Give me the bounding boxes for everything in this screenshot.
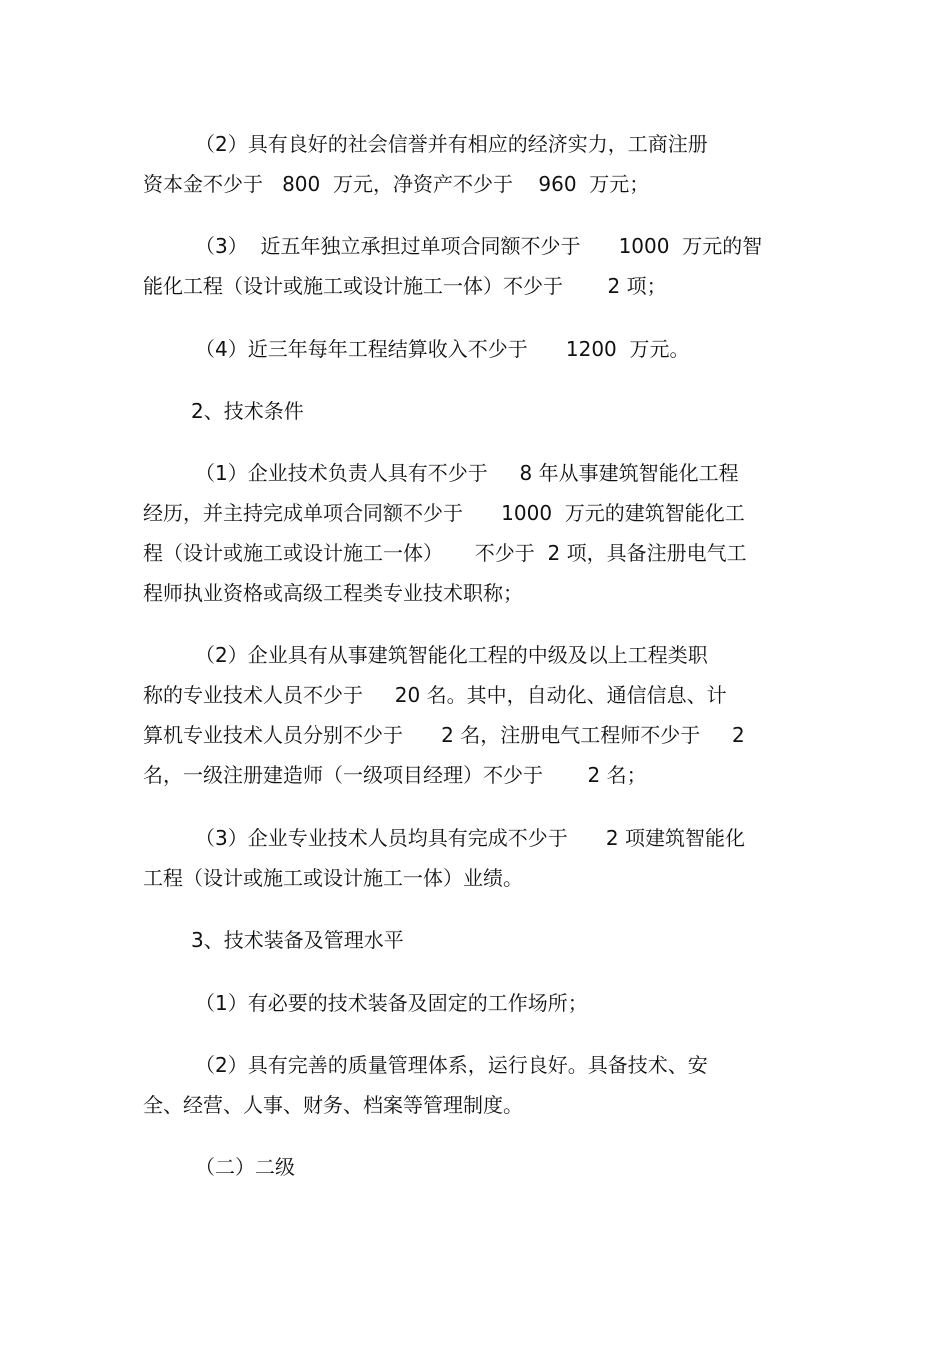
text-line: 经历，并主持完成单项合同额不少于 1000 万元的建筑智能化工: [143, 501, 745, 525]
text-line: 全、经营、人事、财务、档案等管理制度。: [143, 1093, 523, 1117]
text-line: 名，一级注册建造师（一级项目经理）不少于 2 名；: [143, 763, 647, 787]
text-line: 程师执业资格或高级工程类专业技术职称；: [143, 581, 523, 605]
section-heading: 3、技术装备及管理水平: [191, 928, 404, 952]
text-line: （2）企业具有从事建筑智能化工程的中级及以上工程类职: [195, 643, 708, 667]
text-line: （2）具有良好的社会信誉并有相应的经济实力，工商注册: [195, 132, 708, 156]
text-line: （4）近三年每年工程结算收入不少于 1200 万元。: [195, 337, 690, 361]
text-line: （1）有必要的技术装备及固定的工作场所；: [195, 991, 588, 1015]
text-line: 算机专业技术人员分别不少于 2 名，注册电气工程师不少于 2: [143, 723, 745, 747]
text-line: （3） 近五年独立承担过单项合同额不少于 1000 万元的智: [195, 234, 763, 258]
text-line: 能化工程（设计或施工或设计施工一体）不少于 2 项；: [143, 274, 667, 298]
text-line: 程（设计或施工或设计施工一体） 不少于 2 项，具备注册电气工: [143, 541, 747, 565]
text-line: 资本金不少于 800 万元，净资产不少于 960 万元；: [143, 172, 650, 196]
text-line: （1）企业技术负责人具有不少于 8 年从事建筑智能化工程: [195, 461, 739, 485]
text-line: （3）企业专业技术人员均具有完成不少于 2 项建筑智能化: [195, 826, 745, 850]
text-line: （2）具有完善的质量管理体系，运行良好。具备技术、安: [195, 1053, 708, 1077]
text-line: 称的专业技术人员不少于 20 名。其中，自动化、通信信息、计: [143, 683, 727, 707]
text-line: 工程（设计或施工或设计施工一体）业绩。: [143, 866, 523, 890]
section-heading: （二）二级: [195, 1155, 295, 1179]
section-heading: 2、技术条件: [191, 399, 304, 423]
